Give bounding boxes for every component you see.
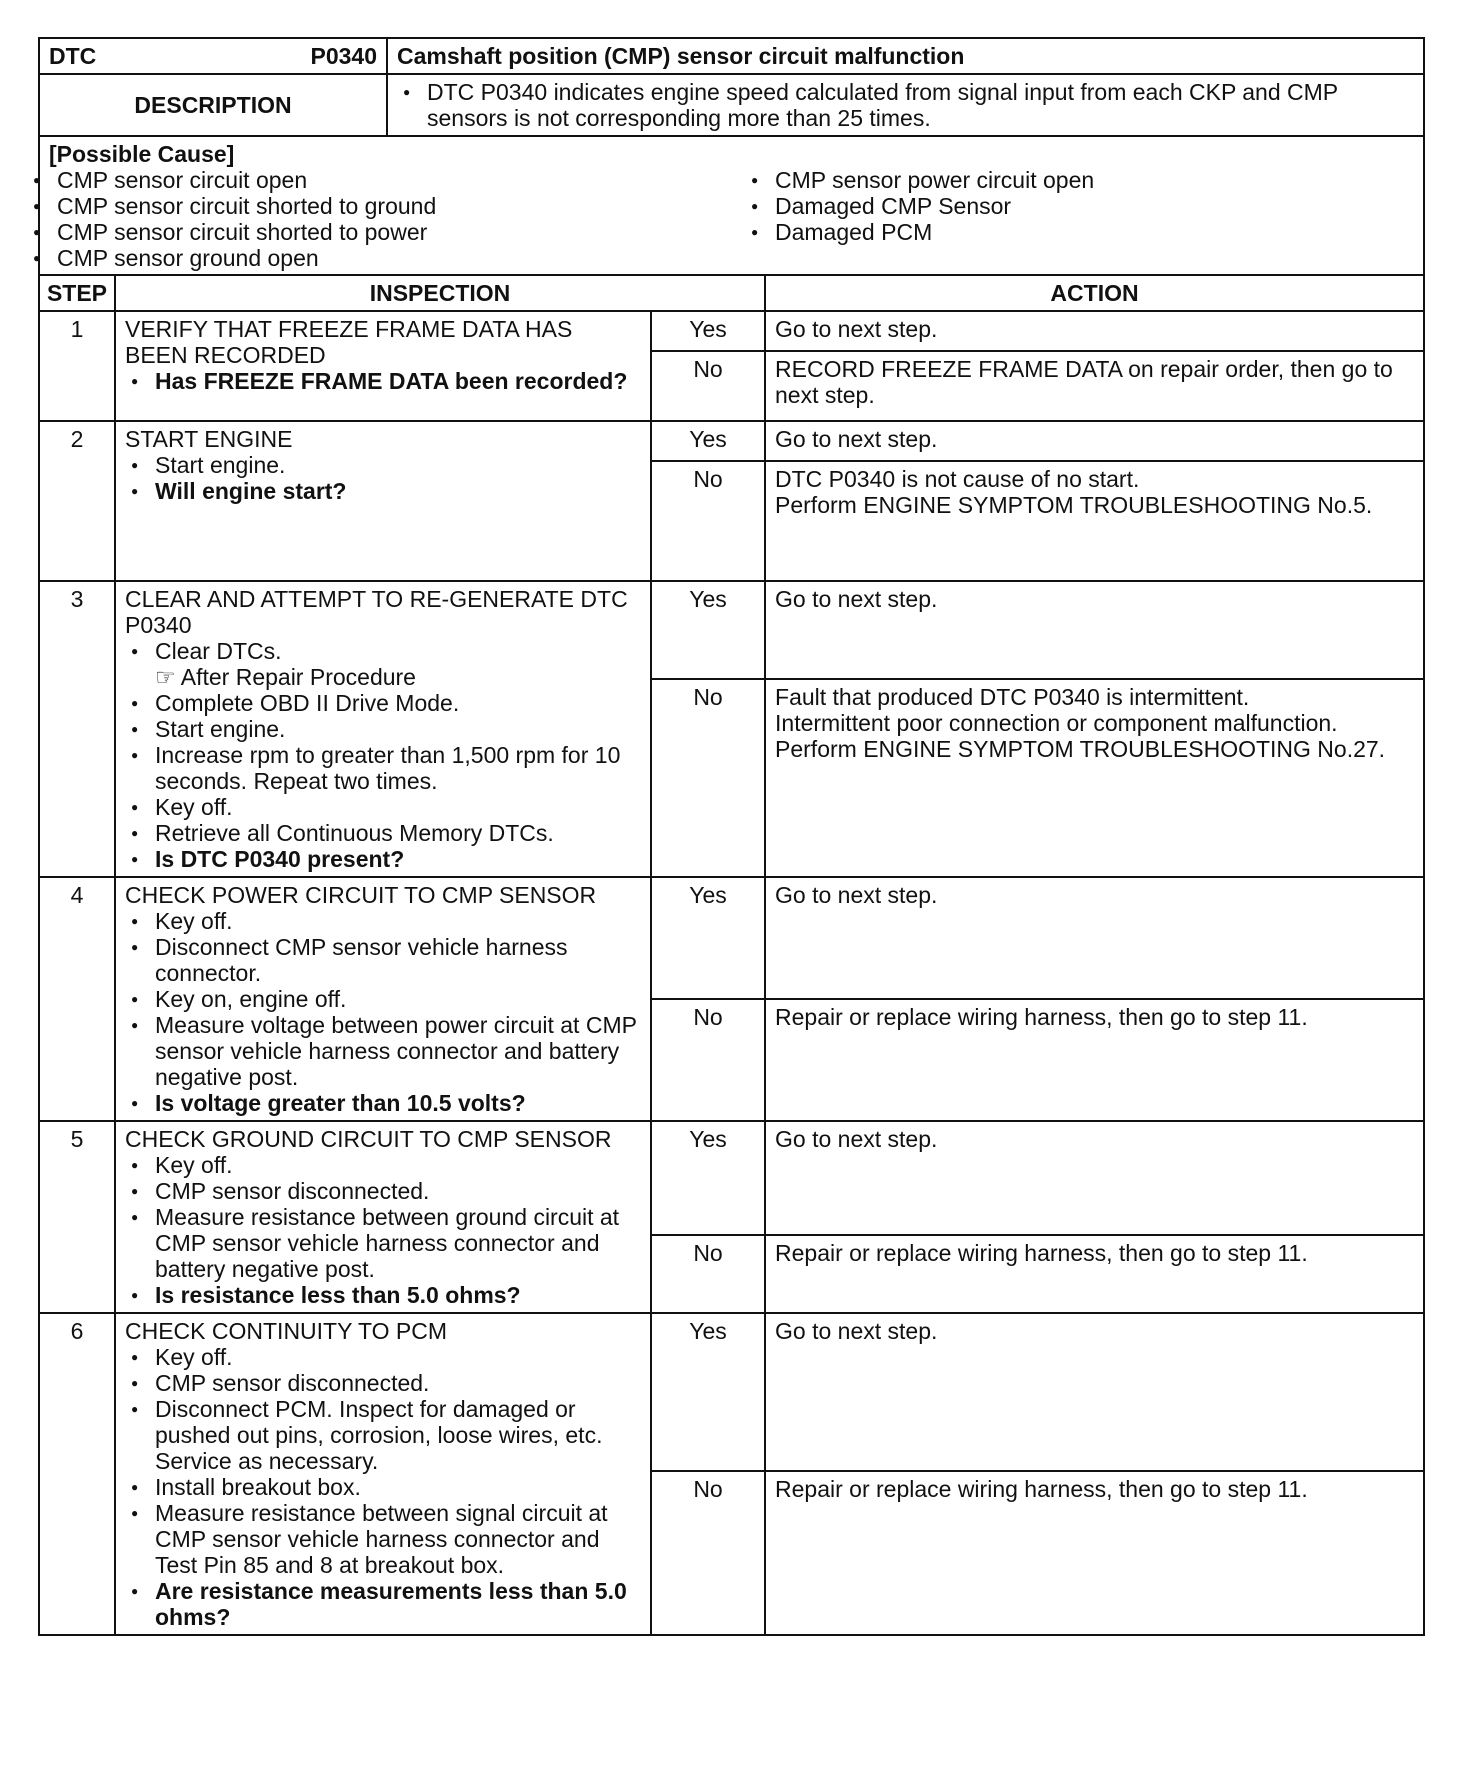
no-action-line: DTC P0340 is not cause of no start.	[775, 466, 1140, 492]
dtc-cell	[39, 38, 387, 74]
step-item: ● Measure resistance between signal circuit at CMP sensor vehicle harness connector and Test Pin 85 and 8 at breakout box.	[125, 1500, 641, 1578]
step-number: 3	[39, 581, 115, 877]
step-item: ● Key on, engine off.	[125, 986, 641, 1012]
description-text: ● DTC P0340 indicates engine speed calculated from signal input from each CKP and CMP sensors is not corresponding more than 25 times.	[397, 79, 1414, 131]
yes-label: Yes	[651, 1121, 765, 1235]
step-question: ● Will engine start?	[125, 478, 641, 504]
yes-action: Go to next step.	[765, 1313, 1424, 1471]
yes-label: Yes	[651, 311, 765, 351]
step-item: ● Start engine.	[125, 716, 641, 742]
reference-note	[125, 664, 641, 690]
cause-item: ● CMP sensor circuit open	[27, 167, 749, 193]
step-item: ● Measure voltage between power circuit at CMP sensor vehicle harness connector and battery negative post.	[125, 1012, 641, 1090]
no-label: No	[651, 999, 765, 1121]
no-action-line: Perform ENGINE SYMPTOM TROUBLESHOOTING No.27.	[775, 736, 1386, 762]
step-title: CHECK GROUND CIRCUIT TO CMP SENSOR	[125, 1126, 612, 1152]
step-item: ● Key off.	[125, 908, 641, 934]
no-label: No	[651, 351, 765, 421]
step-number: 5	[39, 1121, 115, 1313]
step-item: ● Key off.	[125, 794, 641, 820]
no-action	[765, 461, 1424, 581]
step-number: 4	[39, 877, 115, 1121]
step-question: ● Has FREEZE FRAME DATA been recorded?	[125, 368, 641, 394]
no-label: No	[651, 461, 765, 581]
step-inspection	[115, 421, 651, 581]
step-question: ● Is DTC P0340 present?	[125, 846, 641, 872]
yes-action: Go to next step.	[765, 311, 1424, 351]
step-inspection	[115, 581, 651, 877]
step-question: ● Are resistance measurements less than 5.0 ohms?	[125, 1578, 641, 1630]
step-question: ● Is voltage greater than 10.5 volts?	[125, 1090, 641, 1116]
step-item: ● Disconnect CMP sensor vehicle harness connector.	[125, 934, 641, 986]
no-label: No	[651, 1235, 765, 1313]
no-action	[765, 679, 1424, 877]
step-item: ● Increase rpm to greater than 1,500 rpm for 10 seconds. Repeat two times.	[125, 742, 641, 794]
step-title: START ENGINE	[125, 426, 293, 452]
yes-label: Yes	[651, 877, 765, 999]
reference-icon: ☞	[155, 664, 176, 690]
dtc-code: P0340	[310, 43, 378, 69]
cause-item: ● CMP sensor circuit shorted to power	[27, 219, 749, 245]
yes-label: Yes	[651, 421, 765, 461]
header-row	[39, 38, 1424, 74]
col-step: STEP	[39, 275, 115, 311]
possible-cause-row	[39, 136, 1424, 275]
step-row-3	[39, 581, 1424, 679]
yes-action: Go to next step.	[765, 1121, 1424, 1235]
yes-action: Go to next step.	[765, 877, 1424, 999]
possible-cause-cell	[39, 136, 1424, 275]
step-inspection	[115, 877, 651, 1121]
step-title: CLEAR AND ATTEMPT TO RE-GENERATE DTC P0340	[125, 586, 628, 638]
step-item: ● Key off.	[125, 1344, 641, 1370]
step-row-4	[39, 877, 1424, 999]
no-action: Repair or replace wiring harness, then go to step 11.	[765, 1235, 1424, 1313]
possible-cause-heading: [Possible Cause]	[49, 141, 235, 167]
cause-item: ● Damaged PCM	[745, 219, 1414, 245]
step-item: ● CMP sensor disconnected.	[125, 1178, 641, 1204]
step-number: 1	[39, 311, 115, 421]
no-label: No	[651, 679, 765, 877]
no-action: RECORD FREEZE FRAME DATA on repair order, then go to next step.	[765, 351, 1424, 421]
cause-item: ● CMP sensor ground open	[27, 245, 749, 271]
step-inspection	[115, 311, 651, 421]
no-action: Repair or replace wiring harness, then go to step 11.	[765, 1471, 1424, 1635]
yes-label: Yes	[651, 581, 765, 679]
dtc-label: DTC	[49, 43, 97, 69]
step-title: CHECK POWER CIRCUIT TO CMP SENSOR	[125, 882, 597, 908]
cause-item: ● Damaged CMP Sensor	[745, 193, 1414, 219]
step-row-6	[39, 1313, 1424, 1471]
description-cell	[387, 74, 1424, 136]
step-item: ● Disconnect PCM. Inspect for damaged or pushed out pins, corrosion, loose wires, etc. Service as necessary.	[125, 1396, 641, 1474]
col-action: ACTION	[765, 275, 1424, 311]
step-row-2	[39, 421, 1424, 461]
step-inspection	[115, 1313, 651, 1635]
step-item: ● Complete OBD II Drive Mode.	[125, 690, 641, 716]
step-item: ● Clear DTCs.	[125, 638, 641, 664]
description-row	[39, 74, 1424, 136]
yes-action: Go to next step.	[765, 581, 1424, 679]
step-item: ● Install breakout box.	[125, 1474, 641, 1500]
step-row-1	[39, 311, 1424, 351]
no-action-line: Fault that produced DTC P0340 is intermittent.	[775, 684, 1250, 710]
dtc-document	[38, 37, 1423, 1636]
step-item: ● Retrieve all Continuous Memory DTCs.	[125, 820, 641, 846]
col-inspection: INSPECTION	[115, 275, 765, 311]
cause-item: ● CMP sensor power circuit open	[745, 167, 1414, 193]
step-item: ● Start engine.	[125, 452, 641, 478]
step-item: ● CMP sensor disconnected.	[125, 1370, 641, 1396]
reference-text: After Repair Procedure	[180, 664, 416, 690]
step-question: ● Is resistance less than 5.0 ohms?	[125, 1282, 641, 1308]
column-header-row	[39, 275, 1424, 311]
yes-label: Yes	[651, 1313, 765, 1471]
step-item: ● Key off.	[125, 1152, 641, 1178]
step-title: CHECK CONTINUITY TO PCM	[125, 1318, 448, 1344]
dtc-table	[38, 37, 1425, 1636]
no-action-line: Intermittent poor connection or component malfunction.	[775, 710, 1338, 736]
step-inspection	[115, 1121, 651, 1313]
no-label: No	[651, 1471, 765, 1635]
step-number: 2	[39, 421, 115, 581]
no-action: Repair or replace wiring harness, then go to step 11.	[765, 999, 1424, 1121]
dtc-title: Camshaft position (CMP) sensor circuit malfunction	[387, 38, 1424, 74]
step-row-5	[39, 1121, 1424, 1235]
step-title: VERIFY THAT FREEZE FRAME DATA HAS BEEN RECORDED	[125, 316, 573, 368]
yes-action: Go to next step.	[765, 421, 1424, 461]
step-item: ● Measure resistance between ground circuit at CMP sensor vehicle harness connector and battery negative post.	[125, 1204, 641, 1282]
no-action-line: Perform ENGINE SYMPTOM TROUBLESHOOTING No.5.	[775, 492, 1373, 518]
step-number: 6	[39, 1313, 115, 1635]
cause-item: ● CMP sensor circuit shorted to ground	[27, 193, 749, 219]
description-label: DESCRIPTION	[39, 74, 387, 136]
